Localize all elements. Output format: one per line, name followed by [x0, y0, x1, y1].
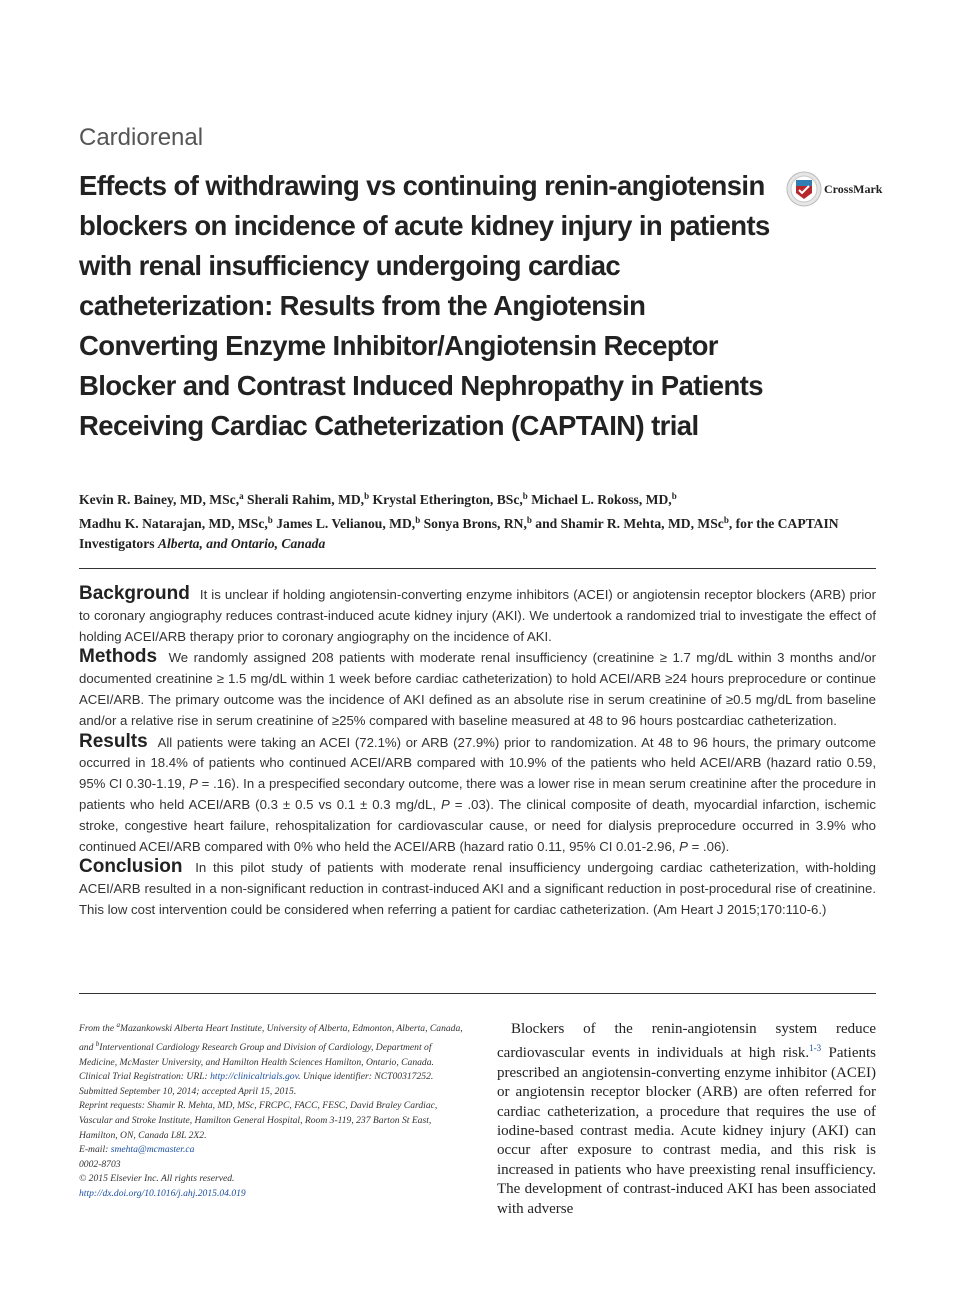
abstract-text: = .16). In a prespecified secondary outcome, there was a lower rise in mean serum creatinine after the procedure in patients who held ACEI/ARB (0.3 ± 0.5 vs 0.1 ± 0.3 mg/dL, [79, 776, 876, 812]
abstract-heading: Background [79, 583, 190, 604]
abstract-heading: Results [79, 730, 148, 752]
footnote-text: E-mail: [79, 1144, 111, 1156]
affiliation-mark: a [239, 491, 244, 501]
affiliation-mark: b [364, 491, 370, 501]
affiliation-mark: b [522, 491, 528, 501]
abstract-methods [79, 647, 876, 731]
reference-link[interactable]: 1-3 [809, 1043, 822, 1054]
abstract-results [79, 732, 876, 858]
reprint-requests: Reprint requests: Shamir R. Mehta, MD, MSc, FRCPC, FACC, FESC, David Braley Cardiac, Vascular and Stroke Institute, Hamilton General Hospital, Room 3-119, 237 Barton St East, Hamilton, ON, Canada L8L 2X2. [79, 1100, 438, 1141]
body-text: Patients prescribed an angiotensin-converting enzyme inhibitor (ACEI) or angiotensin receptor blocker (ARB) are often referred for cardiac catheterization, a procedure that requires the use of iodine-based contrast media. Acute kidney injury (AKI) can occur after exposure to contrast media, and this risk is increased in patients who have preexisting renal insufficiency. The development of contrast-induced AKI has been associated with adverse [497, 1045, 876, 1217]
author: Michael L. Rokoss, MD, [531, 492, 672, 507]
author: Sonya Brons, RN, [423, 516, 527, 531]
divider-bottom [79, 993, 876, 994]
footnotes [79, 1018, 464, 1202]
footnote-text: From the [79, 1023, 117, 1035]
author: Krystal Etherington, BSc, [372, 492, 523, 507]
author: Sherali Rahim, MD, [247, 492, 365, 507]
affiliation-mark: b [267, 515, 273, 525]
abstract [79, 584, 876, 921]
email-link[interactable]: smehta@mcmaster.ca [110, 1144, 195, 1156]
abstract-heading: Methods [79, 646, 158, 668]
footnote-text: Interventional Cardiology Research Group and Division of Cardiology, Department of Medicine, McMaster University, and Hamilton Health Sciences Hamilton, Ontario, Canada. [79, 1041, 434, 1068]
crossmark-label: CrossMark [824, 181, 883, 196]
affiliation-mark: b [415, 515, 421, 525]
affiliation-mark: a [116, 1021, 120, 1029]
affiliation-mark: b [723, 515, 729, 525]
p-value-symbol: P [440, 796, 450, 812]
author: James L. Velianou, MD, [276, 516, 416, 531]
affiliation-mark: b [671, 491, 677, 501]
author: Madhu K. Natarajan, MD, MSc, [79, 516, 268, 531]
footnote-text: Mazankowski Alberta Heart Institute, University of Alberta, Edmonton, Alberta, Canada, and [79, 1023, 463, 1053]
p-value-symbol: P [679, 838, 688, 854]
author-group: , for the CAPTAIN Investigators [79, 516, 839, 551]
footnote-text: . Unique identifier: NCT00317252. [298, 1071, 434, 1083]
abstract-text: It is unclear if holding angiotensin-converting enzyme inhibitors (ACEI) or angiotensin receptor blockers (ARB) prior to coronary angiography reduces contrast-induced acute kidney injury (AKI). We undertook a randomized trial to investigate the effect of holding ACEI/ARB therapy prior to coronary angiography on the incidence of AKI. [79, 587, 876, 644]
copyright: © 2015 Elsevier Inc. All rights reserved. [79, 1173, 235, 1185]
article-title: Effects of withdrawing vs continuing renin-angiotensin blockers on incidence of acute kidney injury in patients with renal insufficiency undergoing cardiac catheterization: Results from the Angiotensin Converting Enzyme Inhibitor/Angiotensin Receptor Blocker and Contrast Induced Nephropathy in Patients Receiving Cardiac Catheterization (CAPTAIN) trial [79, 170, 770, 441]
affiliations [79, 1018, 464, 1070]
crossmark-icon [786, 171, 822, 207]
p-value-symbol: P [189, 776, 198, 792]
submission-dates: Submitted September 10, 2014; accepted April 15, 2015. [79, 1085, 297, 1097]
crossmark-badge[interactable] [786, 171, 882, 207]
abstract-text: All patients were taking an ACEI (72.1%) or ARB (27.9%) prior to randomization. At 48 to 96 hours, the primary outcome occurred in 18.4% of patients who continued ACEI/ARB compared with 10.9% of the patients who held ACEI/ARB (hazard ratio 0.59, 95% CI 0.30-1.19, [79, 734, 876, 792]
author: and Shamir R. Mehta, MD, MSc [535, 516, 724, 531]
body-paragraph [497, 1020, 876, 1219]
abstract-heading: Conclusion [79, 856, 183, 878]
registration-link[interactable]: http://clinicaltrials.gov [210, 1071, 299, 1083]
author-location: Alberta, and Ontario, Canada [157, 536, 326, 551]
abstract-text: = .03). The clinical composite of death, myocardial infarction, ischemic stroke, congestive heart failure, rehospitalization for cardiovascular cause, or need for dialysis preprocedure occurred in 3.9% who continued ACEI/ARB compared with 0% who held the ACEI/ARB (hazard ratio 0.11, 95% CI 0.01-2.96, [79, 796, 876, 854]
abstract-conclusion [79, 857, 876, 920]
abstract-background [79, 584, 876, 647]
affiliation-mark: b [526, 515, 532, 525]
abstract-text: In this pilot study of patients with moderate renal insufficiency undergoing cardiac catheterization, with-holding ACEI/ARB resulted in a non-significant reduction in contrast-induced AKI and a significant reduction in post-procedural rise of creatinine. This low cost intervention could be considered when referring a patient for cardiac catheterization. (Am Heart J 2015;170:110-6.) [79, 860, 876, 917]
trial-registration [79, 1070, 464, 1085]
divider-top [79, 568, 876, 569]
email-line [79, 1143, 464, 1158]
author: Kevin R. Bainey, MD, MSc, [79, 492, 240, 507]
abstract-text: We randomly assigned 208 patients with moderate renal insufficiency (creatinine ≥ 1.7 mg/dL within 3 months and/or documented creatinine ≥ 1.5 mg/dL within 1 week before cardiac catheterization) to hold ACEI/ARB ≥24 hours preprocedure or continue ACEI/ARB. The primary outcome was the incidence of AKI defined as an absolute rise in serum creatinine of ≥0.5 mg/dL from baseline and/or a relative rise in serum creatinine of ≥25% compared with baseline measured at 48 to 96 hours postcardiac catheterization. [79, 650, 876, 728]
body-text: Blockers of the renin-angiotensin system reduce cardiovascular events in individuals at high risk. [497, 1021, 876, 1062]
author-list [79, 486, 879, 554]
abstract-text: = .06). [687, 838, 730, 854]
footnote-text: Clinical Trial Registration: URL: [79, 1071, 211, 1083]
issn: 0002-8703 [79, 1158, 121, 1170]
doi-link[interactable]: http://dx.doi.org/10.1016/j.ahj.2015.04.019 [79, 1187, 246, 1199]
section-label: Cardiorenal [79, 124, 204, 151]
affiliation-mark: b [95, 1039, 100, 1048]
